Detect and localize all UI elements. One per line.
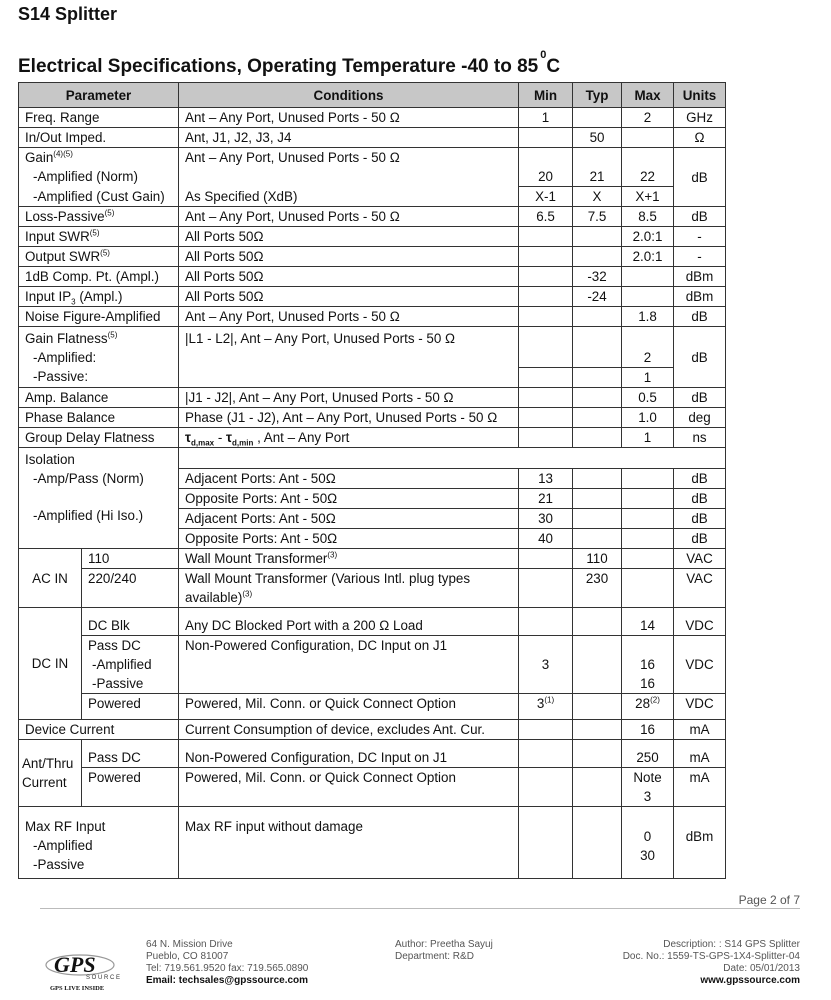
table-row	[19, 428, 726, 448]
param-cell: Device Current	[19, 720, 179, 740]
document-title: S14 Splitter	[18, 4, 118, 24]
max-cell: 22	[622, 167, 674, 187]
typ-cell	[573, 368, 622, 388]
col-header: Min	[519, 83, 573, 108]
cond-cell: Adjacent Ports: Ant - 50Ω	[179, 469, 519, 489]
min-cell	[519, 694, 573, 720]
param-sub-label: -Amp/Pass (Norm)	[33, 471, 144, 486]
cond-cell: All Ports 50Ω	[179, 247, 519, 267]
max-value: 16	[640, 657, 655, 672]
param-sub-label: -Amplified (Norm)	[33, 169, 138, 184]
param-label-suffix: (Ampl.)	[75, 289, 123, 304]
footnote-ref: (5)	[107, 330, 118, 340]
footnote-ref: (3)	[242, 589, 253, 599]
sub-param-cell	[82, 636, 179, 694]
cond-cell: Max RF input without damage	[179, 807, 519, 879]
cond-text: , Ant – Any Port	[253, 430, 350, 445]
table-row	[19, 768, 726, 807]
min-cell: 1	[519, 108, 573, 128]
max-cell: 0.5	[622, 388, 674, 408]
cond-cell: Opposite Ports: Ant - 50Ω	[179, 489, 519, 509]
typ-cell	[573, 807, 622, 879]
min-value: 3	[536, 696, 545, 711]
table-row	[19, 636, 726, 694]
typ-cell: 7.5	[573, 207, 622, 227]
table-row	[19, 128, 726, 148]
max-cell	[622, 807, 674, 879]
cond-cell: Ant – Any Port, Unused Ports - 50 Ω	[179, 148, 519, 168]
min-cell	[519, 327, 573, 368]
min-cell: 40	[519, 529, 573, 549]
table-row	[19, 549, 726, 569]
subscript: d,max	[191, 438, 215, 448]
param-label: Isolation	[25, 452, 75, 467]
cond-cell	[179, 428, 519, 448]
min-cell: 13	[519, 469, 573, 489]
min-cell: 30	[519, 509, 573, 529]
min-cell	[519, 128, 573, 148]
cond-cell	[179, 167, 519, 187]
tau-symbol: τ	[185, 430, 191, 445]
param-cell	[19, 187, 179, 207]
max-cell: 1.8	[622, 307, 674, 327]
footer-address	[146, 939, 308, 987]
sub-param-cell: DC Blk	[82, 608, 179, 636]
param-cell	[19, 167, 179, 187]
cond-cell: |L1 - L2|, Ant – Any Port, Unused Ports - 50 Ω	[179, 327, 519, 388]
typ-cell	[573, 489, 622, 509]
unit-cell: VAC	[674, 549, 726, 569]
cond-cell: Adjacent Ports: Ant - 50Ω	[179, 509, 519, 529]
param-cell	[19, 807, 179, 879]
unit-cell: dBm	[674, 807, 726, 879]
author-line: Author: Preetha Sayuj	[395, 939, 493, 950]
footnote-ref: (1)	[544, 695, 555, 705]
cond-cell: Current Consumption of device, excludes Ant. Cur.	[179, 720, 519, 740]
col-header: Typ	[573, 83, 622, 108]
max-cell	[622, 128, 674, 148]
table-row	[19, 148, 726, 168]
date-line: Date: 05/01/2013	[723, 963, 800, 974]
minus-sign: -	[214, 430, 227, 445]
table-row	[19, 327, 726, 368]
min-cell: 6.5	[519, 207, 573, 227]
typ-cell	[573, 529, 622, 549]
table-row	[19, 807, 726, 879]
max-cell	[622, 694, 674, 720]
typ-cell	[573, 108, 622, 128]
cond-cell: All Ports 50Ω	[179, 227, 519, 247]
param-cell	[19, 207, 179, 227]
unit-cell: dB	[674, 509, 726, 529]
table-row	[19, 388, 726, 408]
max-cell: 2	[622, 327, 674, 368]
max-cell	[622, 287, 674, 307]
footnote-ref: (5)	[100, 248, 110, 258]
subscript: d,min	[232, 438, 254, 448]
min-cell	[519, 148, 573, 168]
max-cell	[622, 469, 674, 489]
table-row	[19, 267, 726, 287]
doc-number-line: Doc. No.: 1559-TS-GPS-1X4-Splitter-04	[622, 951, 800, 962]
tau-symbol: τ	[226, 430, 233, 445]
unit-cell: dB	[674, 307, 726, 327]
param-label: Gain Flatness	[25, 331, 108, 346]
min-cell	[519, 720, 573, 740]
param-cell: AC IN	[19, 549, 82, 608]
sub-param-cell: Pass DC	[82, 740, 179, 768]
unit-cell: dB	[674, 327, 726, 388]
param-sub-label: -Passive	[33, 857, 85, 872]
max-cell: X+1	[622, 187, 674, 207]
param-label: Gain	[25, 150, 54, 165]
logo-tagline: GPS LIVE INSIDE	[50, 985, 105, 992]
max-cell: 16	[622, 720, 674, 740]
typ-cell: 110	[573, 549, 622, 569]
typ-cell	[573, 768, 622, 807]
max-value: 30	[640, 848, 655, 863]
table-row	[19, 408, 726, 428]
param-cell: Phase Balance	[19, 408, 179, 428]
temperature-unit: C	[546, 56, 561, 77]
table-row	[19, 694, 726, 720]
typ-cell: 21	[573, 167, 622, 187]
unit-cell: mA	[674, 768, 726, 807]
typ-cell	[573, 388, 622, 408]
col-header: Conditions	[179, 83, 519, 108]
param-cell	[19, 247, 179, 267]
typ-cell: 50	[573, 128, 622, 148]
table-row	[19, 448, 726, 469]
param-label: Current	[22, 775, 67, 790]
spec-table	[18, 82, 726, 879]
section-title	[18, 49, 561, 78]
footnote-ref: (2)	[650, 695, 660, 705]
cond-cell: Non-Powered Configuration, DC Input on J1	[179, 740, 519, 768]
unit-cell: dBm	[674, 267, 726, 287]
max-cell: Note 3	[622, 768, 674, 807]
min-cell	[519, 368, 573, 388]
param-cell	[19, 740, 82, 807]
email-link[interactable]: Email: techsales@gpssource.com	[146, 975, 309, 986]
typ-cell	[573, 509, 622, 529]
cond-cell: Ant, J1, J2, J3, J4	[179, 128, 519, 148]
footnote-ref: (5)	[89, 228, 100, 238]
unit-cell: -	[674, 227, 726, 247]
sub-param-cell: 110	[82, 549, 179, 569]
cond-cell: All Ports 50Ω	[179, 287, 519, 307]
max-cell: 2	[622, 108, 674, 128]
typ-cell	[573, 694, 622, 720]
param-cell: Noise Figure-Amplified	[19, 307, 179, 327]
min-cell	[519, 247, 573, 267]
param-label: Input IP	[25, 289, 72, 304]
typ-cell	[573, 247, 622, 267]
param-sub-label: -Amplified (Hi Iso.)	[33, 508, 144, 523]
max-cell: 8.5	[622, 207, 674, 227]
table-row	[19, 247, 726, 267]
gps-logo-icon	[40, 945, 130, 993]
typ-cell	[573, 469, 622, 489]
logo-text: GPS	[54, 952, 96, 977]
degree-superscript: 0	[540, 49, 547, 61]
section-title-text: Electrical Specifications, Operating Temperature -40 to 85	[18, 56, 539, 77]
col-header: Max	[622, 83, 674, 108]
min-cell	[519, 388, 573, 408]
unit-cell: dB	[674, 529, 726, 549]
sub-param-label: Pass DC	[88, 638, 141, 653]
blank-row	[179, 448, 726, 469]
max-cell	[622, 569, 674, 608]
subscript: 3	[71, 297, 76, 307]
min-cell: 20	[519, 167, 573, 187]
cond-cell: Opposite Ports: Ant - 50Ω	[179, 529, 519, 549]
min-cell	[519, 408, 573, 428]
unit-cell: dB	[674, 489, 726, 509]
max-cell: 2.0:1	[622, 227, 674, 247]
max-value: 28	[635, 696, 651, 711]
param-cell: Amp. Balance	[19, 388, 179, 408]
min-cell	[519, 227, 573, 247]
param-sub-label: -Amplified:	[33, 350, 97, 365]
param-sub-label: -Amplified (Cust Gain)	[33, 188, 165, 204]
max-cell: 1.0	[622, 408, 674, 428]
min-cell	[519, 740, 573, 768]
typ-cell: 230	[573, 569, 622, 608]
param-label: Input SWR	[25, 229, 90, 244]
table-row	[19, 608, 726, 636]
sub-param-label: -Amplified	[92, 657, 152, 672]
typ-cell	[573, 608, 622, 636]
max-cell	[622, 509, 674, 529]
cond-cell: Powered, Mil. Conn. or Quick Connect Option	[179, 694, 519, 720]
cond-text: Wall Mount Transformer (Various Intl. plug types available)	[185, 571, 471, 605]
unit-cell: dB	[674, 148, 726, 207]
max-cell	[622, 267, 674, 287]
typ-cell	[573, 408, 622, 428]
gps-source-logo	[40, 945, 130, 993]
typ-cell	[573, 428, 622, 448]
cond-cell: Phase (J1 - J2), Ant – Any Port, Unused Ports - 50 Ω	[179, 408, 519, 428]
address-line: Pueblo, CO 81007	[146, 951, 229, 962]
unit-cell: deg	[674, 408, 726, 428]
cond-cell: Ant – Any Port, Unused Ports - 50 Ω	[179, 307, 519, 327]
cond-cell: Any DC Blocked Port with a 200 Ω Load	[179, 608, 519, 636]
footnote-ref: (4)(5)	[53, 149, 73, 159]
param-cell	[19, 448, 179, 549]
unit-cell: dB	[674, 388, 726, 408]
footnote-ref: (3)	[327, 550, 338, 560]
min-cell	[519, 428, 573, 448]
param-label: Output SWR	[25, 249, 101, 264]
param-cell: 1dB Comp. Pt. (Ampl.)	[19, 267, 179, 287]
footnote-ref: (5)	[104, 208, 115, 218]
department-line: Department: R&D	[395, 951, 474, 962]
min-cell	[519, 287, 573, 307]
table-row	[19, 720, 726, 740]
max-cell: 2.0:1	[622, 247, 674, 267]
max-cell	[622, 529, 674, 549]
unit-cell: dB	[674, 207, 726, 227]
sub-param-cell: 220/240	[82, 569, 179, 608]
cond-cell: Ant – Any Port, Unused Ports - 50 Ω	[179, 207, 519, 227]
address-line: 64 N. Mission Drive	[146, 939, 233, 950]
website-link[interactable]: www.gpssource.com	[700, 975, 800, 986]
unit-cell: mA	[674, 720, 726, 740]
param-sub-label: -Passive:	[33, 369, 89, 384]
min-cell: 21	[519, 489, 573, 509]
cond-cell: Ant – Any Port, Unused Ports - 50 Ω	[179, 108, 519, 128]
min-cell	[519, 549, 573, 569]
col-header: Units	[674, 83, 726, 108]
min-cell	[519, 307, 573, 327]
table-row	[19, 307, 726, 327]
max-cell	[622, 489, 674, 509]
max-cell: 250	[622, 740, 674, 768]
description-line: Description: : S14 GPS Splitter	[663, 939, 800, 950]
phone-line: Tel: 719.561.9520 fax: 719.565.0890	[146, 963, 309, 974]
unit-cell: mA	[674, 740, 726, 768]
unit-cell: Ω	[674, 128, 726, 148]
table-row	[19, 740, 726, 768]
unit-cell: -	[674, 247, 726, 267]
table-row	[19, 207, 726, 227]
param-cell	[19, 227, 179, 247]
typ-cell: -24	[573, 287, 622, 307]
cond-cell	[179, 569, 519, 608]
unit-cell: VAC	[674, 569, 726, 608]
typ-cell: X	[573, 187, 622, 207]
typ-cell	[573, 636, 622, 694]
max-cell: 1	[622, 428, 674, 448]
table-row	[19, 569, 726, 608]
param-cell	[19, 148, 179, 168]
param-cell: Freq. Range	[19, 108, 179, 128]
unit-cell: dB	[674, 469, 726, 489]
param-label: Ant/Thru	[22, 756, 74, 771]
min-cell	[519, 608, 573, 636]
param-cell: In/Out Imped.	[19, 128, 179, 148]
footer-author	[395, 939, 493, 963]
table-row	[19, 287, 726, 307]
cond-cell: Powered, Mil. Conn. or Quick Connect Option	[179, 768, 519, 807]
cond-cell: As Specified (XdB)	[179, 187, 519, 207]
sub-param-cell: Powered	[82, 768, 179, 807]
typ-cell	[573, 740, 622, 768]
max-cell	[622, 148, 674, 168]
typ-cell: -32	[573, 267, 622, 287]
table-row	[19, 187, 726, 207]
min-cell	[519, 768, 573, 807]
col-header: Parameter	[19, 83, 179, 108]
typ-cell	[573, 327, 622, 368]
unit-cell: ns	[674, 428, 726, 448]
max-cell: 14	[622, 608, 674, 636]
sub-param-cell: Powered	[82, 694, 179, 720]
max-cell	[622, 636, 674, 694]
min-cell	[519, 569, 573, 608]
sub-param-label: -Passive	[92, 676, 144, 691]
logo-source-text: S O U R C E	[86, 975, 121, 981]
unit-cell: VDC	[674, 608, 726, 636]
typ-cell	[573, 227, 622, 247]
typ-cell	[573, 307, 622, 327]
min-cell	[519, 267, 573, 287]
max-cell	[622, 549, 674, 569]
footer-docinfo	[623, 939, 800, 987]
max-cell: 1	[622, 368, 674, 388]
min-cell: X-1	[519, 187, 573, 207]
param-cell	[19, 327, 179, 388]
typ-cell	[573, 148, 622, 168]
footer-divider	[40, 908, 800, 909]
typ-cell	[573, 720, 622, 740]
unit-cell: VDC	[674, 636, 726, 694]
max-value: 16	[640, 676, 655, 691]
cond-cell: All Ports 50Ω	[179, 267, 519, 287]
max-value: 0	[643, 829, 652, 844]
page-number: Page 2 of 7	[738, 893, 800, 907]
param-cell: DC IN	[19, 608, 82, 720]
unit-cell: VDC	[674, 694, 726, 720]
table-header-row	[19, 83, 726, 108]
param-label: Max RF Input	[25, 819, 106, 834]
table-row	[19, 227, 726, 247]
cond-text: Wall Mount Transformer	[185, 551, 328, 566]
min-cell: 3	[519, 636, 573, 694]
unit-cell: dBm	[674, 287, 726, 307]
param-cell	[19, 287, 179, 307]
table-row	[19, 108, 726, 128]
cond-cell: |J1 - J2|, Ant – Any Port, Unused Ports - 50 Ω	[179, 388, 519, 408]
cond-cell	[179, 549, 519, 569]
unit-cell: GHz	[674, 108, 726, 128]
param-sub-label: -Amplified	[33, 838, 93, 853]
cond-cell: Non-Powered Configuration, DC Input on J1	[179, 636, 519, 694]
param-label: Loss-Passive	[25, 209, 105, 224]
param-cell: Group Delay Flatness	[19, 428, 179, 448]
min-cell	[519, 807, 573, 879]
table-row	[19, 167, 726, 187]
